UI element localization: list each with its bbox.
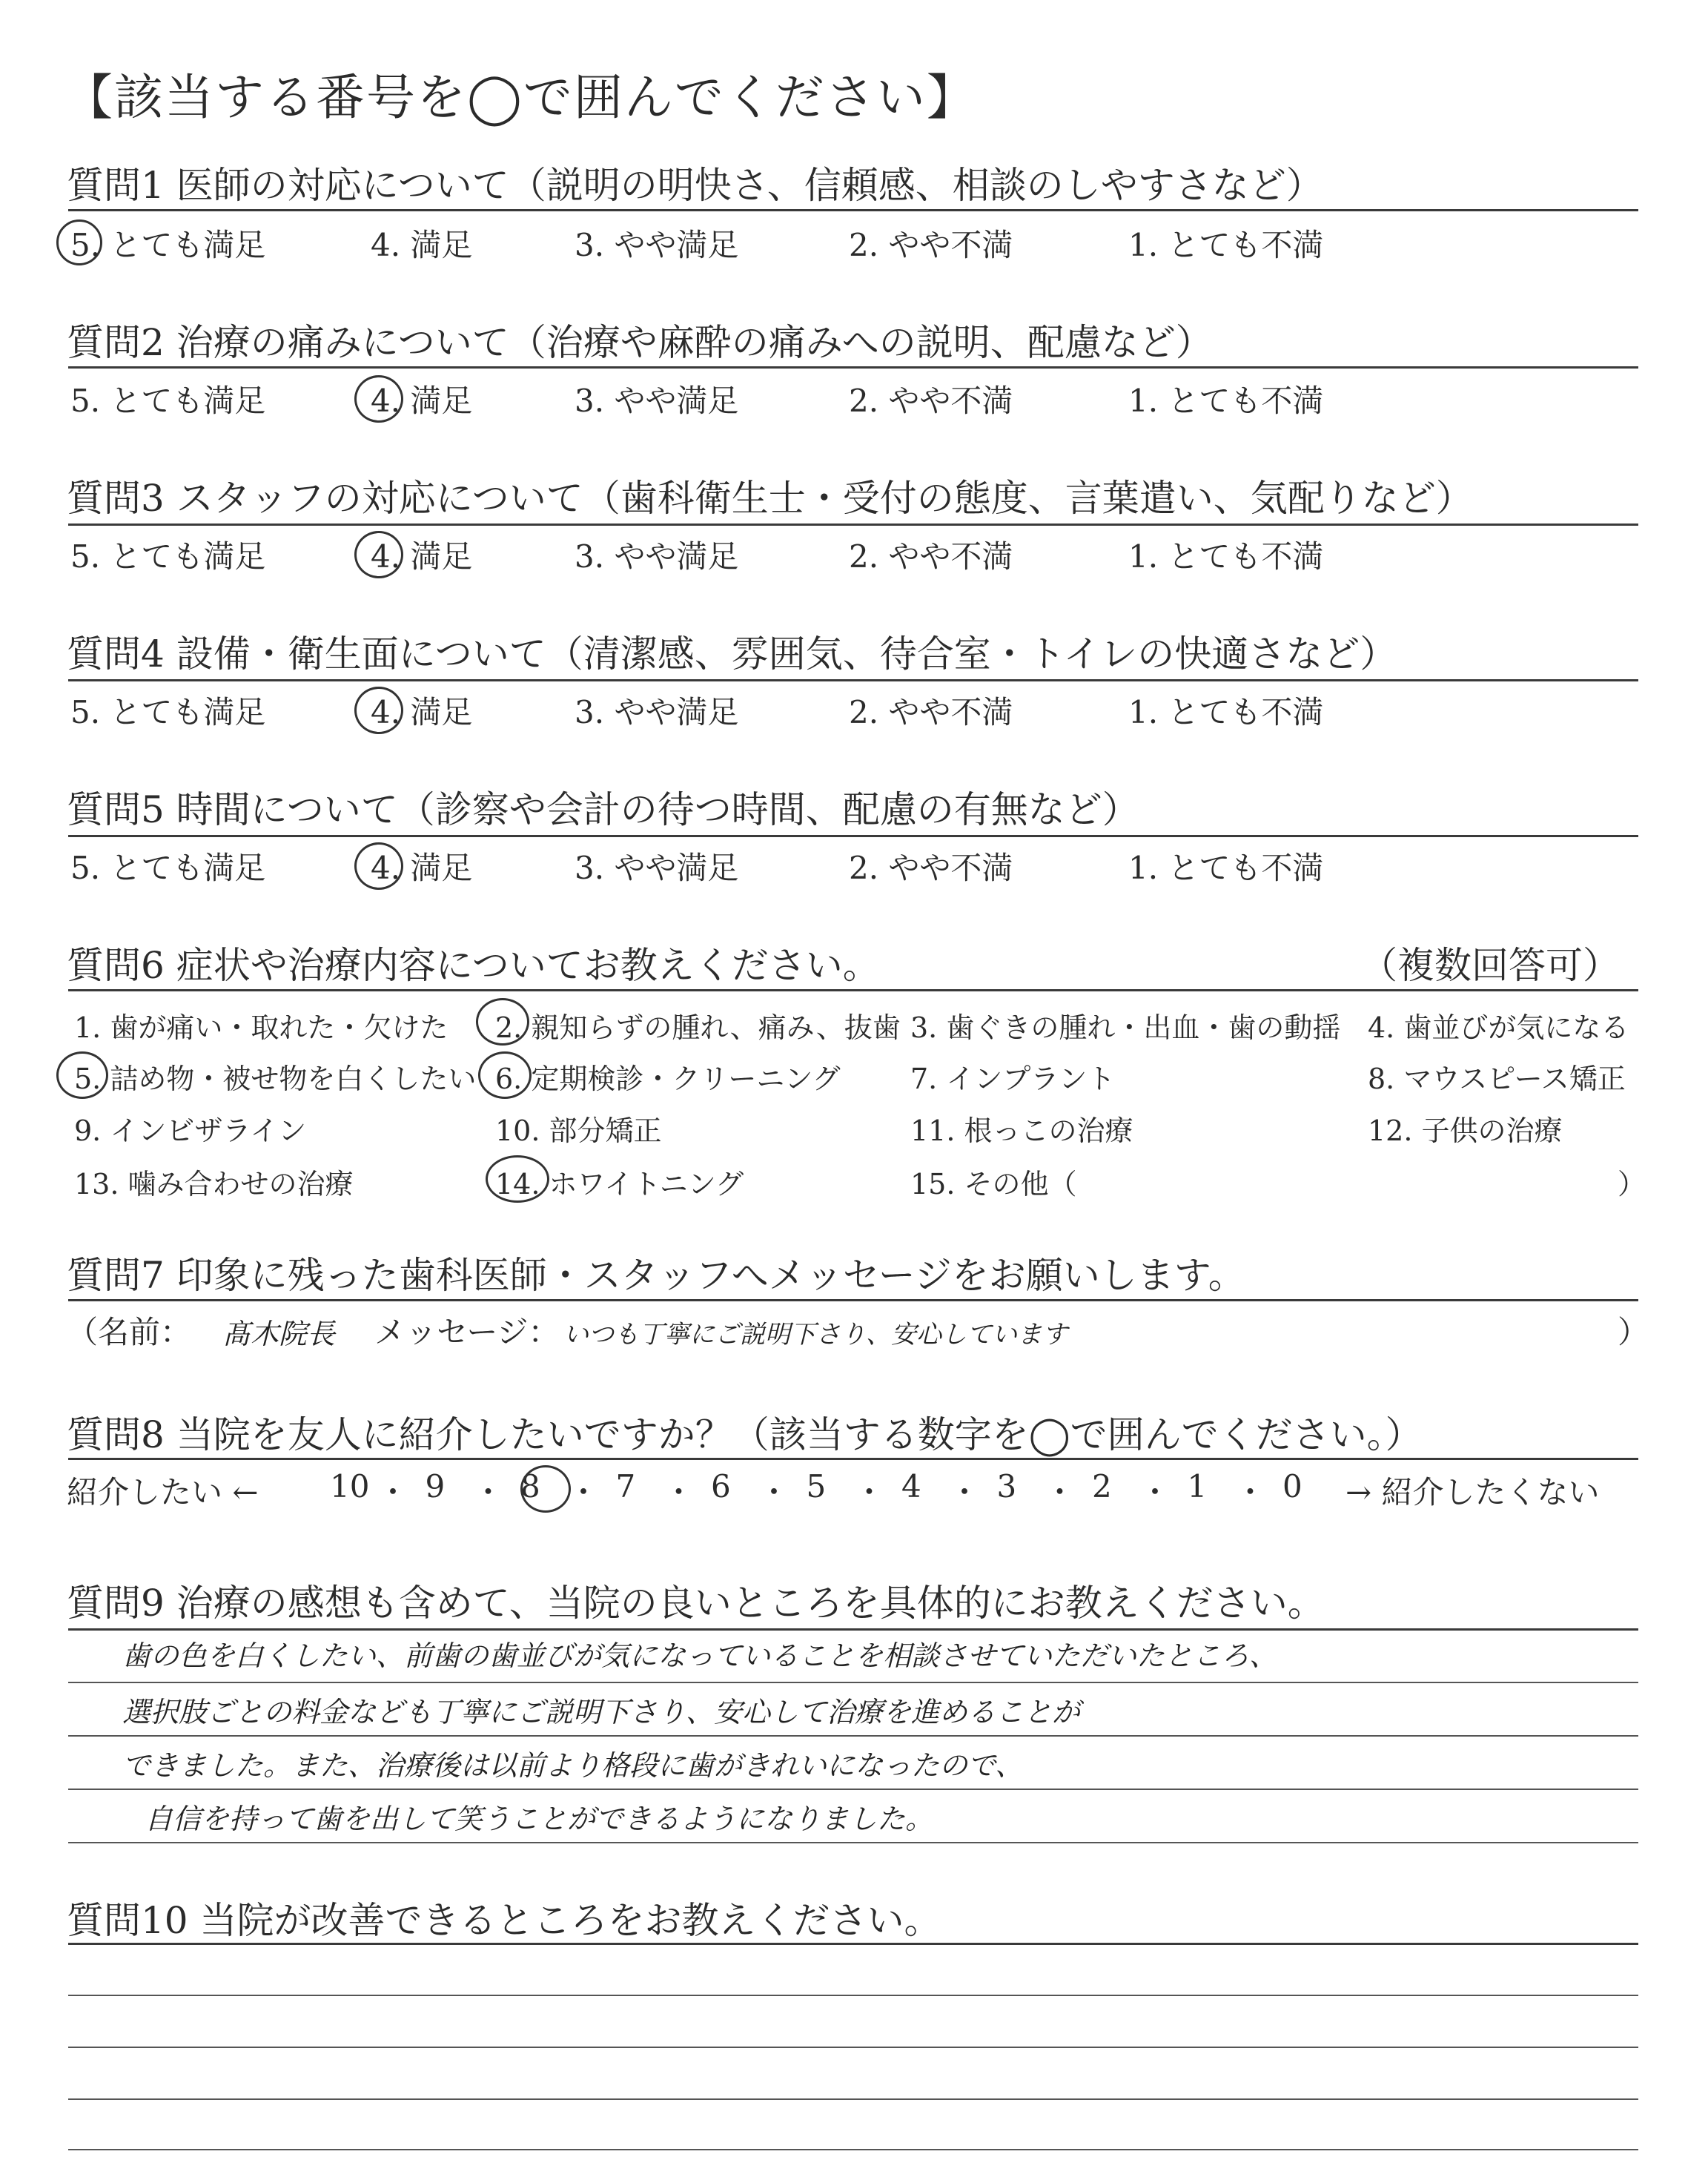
- q1-option-4[interactable]: 4. 満足: [371, 227, 473, 263]
- question-7-rule: [68, 1299, 1638, 1301]
- q4-option-1[interactable]: 1. とても不満: [1128, 694, 1324, 730]
- q4-selection-circle: [354, 687, 403, 734]
- q6-item-4[interactable]: 4. 歯並びが気になる: [1368, 1011, 1629, 1044]
- q4-option-3[interactable]: 3. やや満足: [575, 694, 739, 730]
- q5-option-4[interactable]: 4. 満足: [371, 850, 473, 886]
- question-8-rule: [68, 1458, 1638, 1460]
- q9-answer-rule-1: [68, 1682, 1638, 1683]
- question-5-rule: [68, 835, 1638, 837]
- q6-item-15-close-paren: ）: [1618, 1168, 1646, 1200]
- q3-option-4[interactable]: 4. 満足: [371, 538, 473, 575]
- q2-selection-circle: [354, 375, 403, 423]
- q6-item-11[interactable]: 11. 根っこの治療: [910, 1114, 1133, 1147]
- q3-option-1[interactable]: 1. とても不満: [1128, 538, 1324, 575]
- q8-scale-separator: ・: [758, 1474, 790, 1510]
- q6-item-5[interactable]: 5. 詰め物・被せ物を白くしたい: [74, 1063, 477, 1095]
- question-9-rule: [68, 1628, 1638, 1631]
- q2-option-1[interactable]: 1. とても不満: [1128, 383, 1324, 419]
- q8-right-label: → 紹介したくない: [1345, 1474, 1600, 1510]
- q7-message-label: メッセージ：: [374, 1314, 560, 1350]
- question-3-rule: [68, 524, 1638, 526]
- q8-scale-separator: ・: [1139, 1474, 1171, 1510]
- q1-option-2[interactable]: 2. やや不満: [849, 227, 1013, 263]
- question-6-note: （複数回答可）: [1360, 944, 1620, 987]
- question-7-title: 質問7 印象に残った歯科医師・スタッフへメッセージをお願いします。: [67, 1254, 1245, 1297]
- q6-item-14[interactable]: 14. ホワイトニング: [495, 1168, 744, 1200]
- question-5-title: 質問5 時間について（診察や会計の待つ時間、配慮の有無など）: [67, 788, 1139, 831]
- q8-scale-separator: ・: [1234, 1474, 1266, 1510]
- q7-name-value[interactable]: 髙木院長: [222, 1318, 336, 1350]
- q3-option-2[interactable]: 2. やや不満: [849, 538, 1013, 575]
- q8-scale-9[interactable]: 9: [425, 1468, 446, 1505]
- q6-selection-circle-5: [56, 1051, 108, 1099]
- question-9-title: 質問9 治療の感想も含めて、当院の良いところを具体的にお教えください。: [67, 1582, 1325, 1625]
- q8-scale-separator: ・: [568, 1474, 600, 1510]
- question-10-rule: [68, 1943, 1638, 1945]
- q3-selection-circle: [354, 531, 403, 578]
- q2-option-4[interactable]: 4. 満足: [371, 383, 473, 419]
- q6-item-2[interactable]: 2. 親知らずの腫れ、痛み、抜歯: [495, 1011, 901, 1044]
- q9-answer-rule-2: [68, 1735, 1638, 1737]
- q8-scale-separator: ・: [1044, 1474, 1076, 1510]
- q8-scale-separator: ・: [377, 1474, 409, 1510]
- q2-option-5[interactable]: 5. とても満足: [70, 383, 266, 419]
- q6-item-10[interactable]: 10. 部分矯正: [495, 1114, 662, 1147]
- q1-option-3[interactable]: 3. やや満足: [575, 227, 739, 263]
- q8-scale-separator: ・: [949, 1474, 981, 1510]
- question-4-title: 質問4 設備・衛生面について（清潔感、雰囲気、待合室・トイレの快適さなど）: [67, 633, 1397, 676]
- q5-option-5[interactable]: 5. とても満足: [70, 850, 266, 886]
- q6-item-12[interactable]: 12. 子供の治療: [1368, 1114, 1563, 1147]
- q10-answer-rule-4[interactable]: [68, 2149, 1638, 2150]
- q6-item-3[interactable]: 3. 歯ぐきの腫れ・出血・歯の動揺: [910, 1011, 1341, 1044]
- q5-option-1[interactable]: 1. とても不満: [1128, 850, 1324, 886]
- question-1-title: 質問1 医師の対応について（説明の明快さ、信頼感、相談のしやすさなど）: [67, 164, 1323, 207]
- q8-scale-6[interactable]: 6: [711, 1468, 731, 1505]
- q5-option-2[interactable]: 2. やや不満: [849, 850, 1013, 886]
- q4-option-4[interactable]: 4. 満足: [371, 694, 473, 730]
- q6-selection-circle-14: [486, 1155, 549, 1203]
- q7-message-value[interactable]: いつも丁寧にご説明下さり、安心しています: [563, 1320, 1068, 1350]
- q8-left-label: 紹介したい ←: [67, 1474, 259, 1510]
- q3-option-3[interactable]: 3. やや満足: [575, 538, 739, 575]
- question-3-title: 質問3 スタッフの対応について（歯科衛生士・受付の態度、言葉遣い、気配りなど）: [67, 477, 1473, 520]
- q9-answer-rule-4: [68, 1842, 1638, 1843]
- question-6-rule: [68, 989, 1638, 991]
- q2-option-2[interactable]: 2. やや不満: [849, 383, 1013, 419]
- q6-item-13[interactable]: 13. 噛み合わせの治療: [74, 1168, 354, 1200]
- q6-item-9[interactable]: 9. インビザライン: [74, 1114, 307, 1147]
- q1-selection-circle: [56, 219, 102, 265]
- q9-answer-line-2[interactable]: 選択肢ごとの料金なども丁寧にご説明下さり、安心して治療を進めることが: [122, 1696, 1081, 1728]
- question-2-title: 質問2 治療の痛みについて（治療や麻酔の痛みへの説明、配慮など）: [67, 321, 1213, 364]
- q5-selection-circle: [354, 842, 403, 890]
- q9-answer-rule-3: [68, 1789, 1638, 1790]
- q8-scale-7[interactable]: 7: [615, 1468, 636, 1505]
- q8-scale-3[interactable]: 3: [996, 1468, 1017, 1505]
- form-header: 【該当する番号を◯で囲んでください】: [64, 69, 977, 126]
- q8-scale-5[interactable]: 5: [806, 1468, 827, 1505]
- q6-item-6[interactable]: 6. 定期検診・クリーニング: [495, 1063, 841, 1095]
- q9-answer-line-4[interactable]: 自信を持って歯を出して笑うことができるようになりました。: [145, 1803, 934, 1835]
- q6-item-1[interactable]: 1. 歯が痛い・取れた・欠けた: [74, 1011, 448, 1044]
- q6-selection-circle-2: [476, 998, 529, 1046]
- q1-option-1[interactable]: 1. とても不満: [1128, 227, 1324, 263]
- q10-answer-rule-2[interactable]: [68, 2047, 1638, 2048]
- q2-option-3[interactable]: 3. やや満足: [575, 383, 739, 419]
- q8-scale-2[interactable]: 2: [1092, 1468, 1112, 1505]
- q8-scale-4[interactable]: 4: [901, 1468, 921, 1505]
- q3-option-5[interactable]: 5. とても満足: [70, 538, 266, 575]
- question-6-title: 質問6 症状や治療内容についてお教えください。: [67, 944, 880, 987]
- q10-answer-rule-1[interactable]: [68, 1995, 1638, 1996]
- q8-scale-1[interactable]: 1: [1187, 1468, 1208, 1505]
- q5-option-3[interactable]: 3. やや満足: [575, 850, 739, 886]
- q7-close-paren: ）: [1618, 1314, 1649, 1350]
- q8-scale-10[interactable]: 10: [330, 1468, 370, 1505]
- q4-option-5[interactable]: 5. とても満足: [70, 694, 266, 730]
- q8-selection-circle: [520, 1465, 571, 1513]
- q1-option-5[interactable]: 5. とても満足: [70, 227, 266, 263]
- q9-answer-line-1[interactable]: 歯の色を白くしたい、前歯の歯並びが気になっていることを相談させていただいたところ、: [122, 1639, 1278, 1672]
- q6-item-8[interactable]: 8. マウスピース矯正: [1368, 1063, 1626, 1095]
- q9-answer-line-3[interactable]: できました。また、治療後は以前より格段に歯がきれいになったので、: [122, 1749, 1024, 1782]
- question-2-rule: [68, 366, 1638, 369]
- q8-scale-0[interactable]: 0: [1282, 1468, 1302, 1505]
- q8-scale-separator: ・: [472, 1474, 504, 1510]
- q6-selection-circle-6: [478, 1051, 532, 1099]
- q10-answer-rule-3[interactable]: [68, 2098, 1638, 2100]
- question-8-title: 質問8 当院を友人に紹介したいですか？（該当する数字を◯で囲んでください。）: [67, 1413, 1423, 1456]
- q6-item-7[interactable]: 7. インプラント: [910, 1063, 1116, 1095]
- question-1-rule: [68, 209, 1638, 211]
- q8-scale-separator: ・: [853, 1474, 885, 1510]
- q8-scale-8[interactable]: 8: [520, 1468, 540, 1505]
- q6-item-15[interactable]: 15. その他（: [910, 1168, 1077, 1200]
- q8-scale-separator: ・: [663, 1474, 695, 1510]
- question-10-title: 質問10 当院が改善できるところをお教えください。: [67, 1899, 941, 1942]
- question-4-rule: [68, 679, 1638, 681]
- q7-name-label: （名前：: [67, 1314, 192, 1350]
- q4-option-2[interactable]: 2. やや不満: [849, 694, 1013, 730]
